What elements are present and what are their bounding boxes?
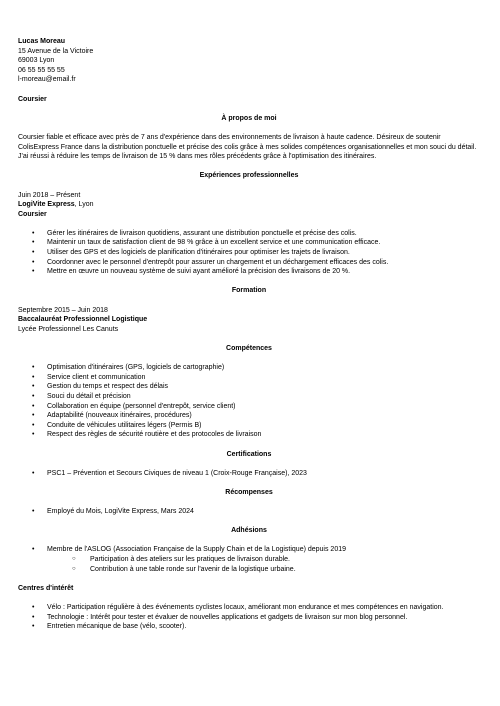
sub-list-item: ○ Contribution à une table ronde sur l'avenir de la logistique urbaine. bbox=[18, 565, 480, 575]
list-item: • PSC1 – Prévention et Secours Civiques de niveau 1 (Croix-Rouge Française), 2023 bbox=[18, 469, 480, 479]
list-item: • Technologie : Intérêt pour tester et évaluer de nouvelles applications et gadgets de livraison sur mon blog personnel. bbox=[18, 613, 480, 623]
interests-list bbox=[18, 603, 480, 632]
list-item: • Souci du détail et précision bbox=[18, 392, 480, 402]
list-item: • Utiliser des GPS et des logiciels de planification d'itinéraires pour optimiser les trajets de livraison. bbox=[18, 248, 480, 258]
sub-list-item: ○ Participation à des ateliers sur les pratiques de livraison durable. bbox=[18, 555, 480, 565]
awards-heading: Récompenses bbox=[225, 488, 273, 496]
skills-list bbox=[18, 363, 480, 440]
list-item: • Collaboration en équipe (personnel d'entrepôt, service client) bbox=[18, 402, 480, 412]
education-school: Lycée Professionnel Les Canuts bbox=[18, 325, 119, 333]
city-line: 69003 Lyon bbox=[18, 57, 55, 65]
resume-page bbox=[18, 37, 480, 632]
certifications-heading: Certifications bbox=[226, 450, 272, 458]
memberships-list bbox=[18, 545, 480, 574]
experience-heading: Expériences professionnelles bbox=[199, 172, 299, 180]
candidate-name: Lucas Moreau bbox=[18, 38, 66, 45]
company-location: , Lyon bbox=[74, 201, 94, 209]
address-line: 15 Avenue de la Victoire bbox=[18, 47, 94, 55]
list-item: • Vélo : Participation régulière à des événements cyclistes locaux, améliorant mon endurance et mes compétences en navigation. bbox=[18, 603, 480, 613]
list-item: • Conduite de véhicules utilitaires légers (Permis B) bbox=[18, 421, 480, 431]
education-heading: Formation bbox=[231, 287, 267, 295]
list-item: • Adaptabilité (nouveaux itinéraires, procédures) bbox=[18, 411, 480, 421]
experience-list bbox=[18, 229, 480, 277]
experience-employer bbox=[18, 200, 480, 210]
awards-list bbox=[18, 507, 480, 517]
experience-dates: Juin 2018 – Présent bbox=[18, 191, 81, 199]
list-item: • Coordonner avec le personnel d'entrepôt pour assurer un chargement et un déchargement efficaces des colis. bbox=[18, 258, 480, 268]
list-item: • Entretien mécanique de base (vélo, scooter). bbox=[18, 622, 480, 632]
list-item: • Respect des règles de sécurité routière et des protocoles de livraison bbox=[18, 430, 480, 440]
education-degree: Baccalauréat Professionnel Logistique bbox=[18, 316, 148, 324]
list-item: • Employé du Mois, LogiVite Express, Mars 2024 bbox=[18, 507, 480, 517]
list-item: • Optimisation d'itinéraires (GPS, logiciels de cartographie) bbox=[18, 363, 480, 373]
email-line: l-moreau@email.fr bbox=[18, 76, 76, 84]
list-item: • Gestion du temps et respect des délais bbox=[18, 382, 480, 392]
interests-heading: Centres d'intérêt bbox=[18, 584, 74, 592]
list-item: • Mettre en œuvre un nouveau système de suivi ayant amélioré la précision des livraisons de 20 %. bbox=[18, 267, 480, 277]
phone-line: 06 55 55 55 55 bbox=[18, 66, 65, 74]
about-heading: À propos de moi bbox=[221, 114, 277, 122]
experience-role: Coursier bbox=[18, 210, 47, 218]
company-name: LogiVite Express bbox=[18, 201, 75, 209]
job-title: Coursier bbox=[18, 95, 47, 103]
skills-heading: Compétences bbox=[226, 345, 272, 352]
about-text: Coursier fiable et efficace avec près de 7 ans d'expérience dans des environnements de livraison à haute cadence. Désireux de soutenir ColisExpress France dans la distribution ponctuelle et précise des colis grâce à mes solides compétences organisationnelles et mon souci du détail. J'ai réussi à réduire les temps de livraison de 15 % dans mes rôles précédents grâce à l'optimisation des itinéraires. bbox=[18, 133, 477, 161]
list-item: • Service client et communication bbox=[18, 373, 480, 383]
certifications-list bbox=[18, 469, 480, 479]
list-item: • Membre de l'ASLOG (Association Française de la Supply Chain et de la Logistique) depuis 2019 bbox=[18, 545, 480, 555]
contact-block bbox=[18, 37, 480, 85]
memberships-heading: Adhésions bbox=[231, 527, 267, 535]
education-dates: Septembre 2015 – Juin 2018 bbox=[18, 306, 108, 314]
list-item: • Maintenir un taux de satisfaction client de 98 % grâce à un excellent service et une communication efficace. bbox=[18, 238, 480, 248]
list-item: • Gérer les itinéraires de livraison quotidiens, assurant une distribution ponctuelle et précise des colis. bbox=[18, 229, 480, 239]
